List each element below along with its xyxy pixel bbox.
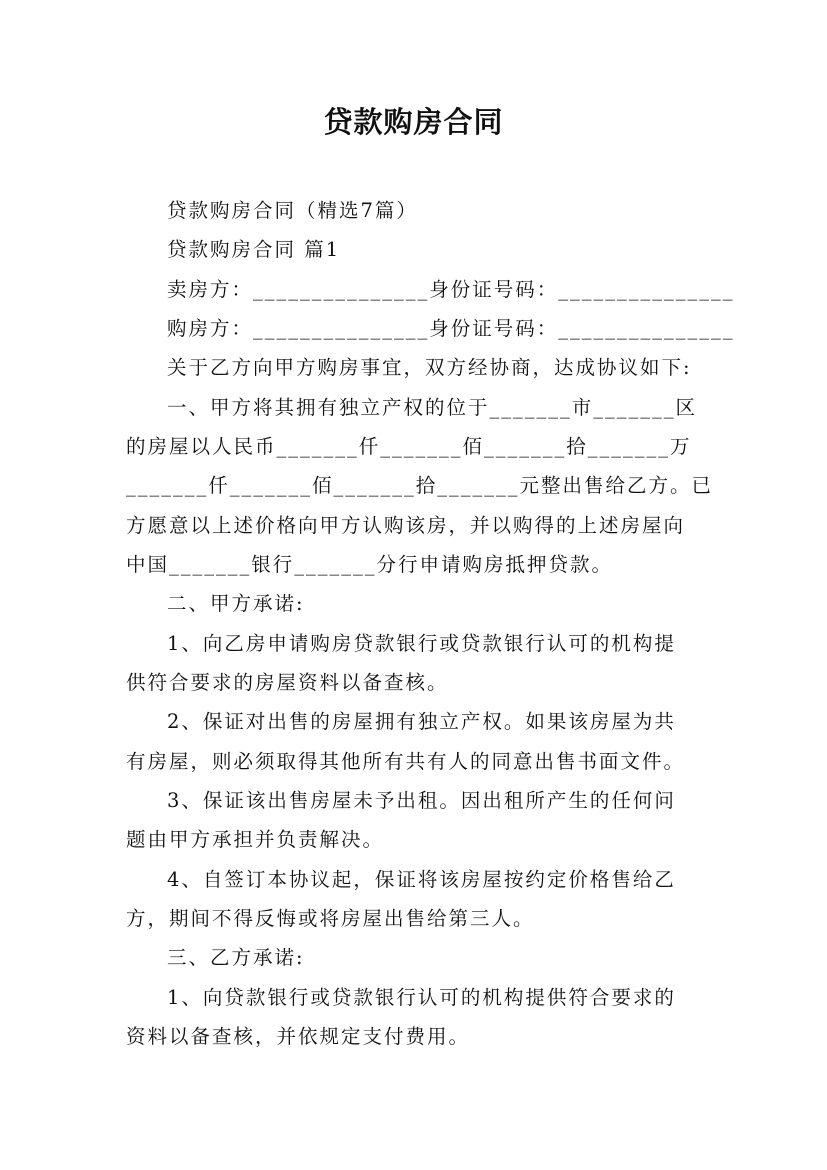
party-a-item-4-line-2: 方，期间不得反悔或将房屋出售给第三人。 [126, 907, 535, 930]
seller-line: 卖房方：_______________身份证号码：_______________ [167, 278, 735, 301]
party-a-item-1-line-1: 1、向乙房申请购房贷款银行或贷款银行认可的机构提 [167, 632, 676, 655]
clause-1-line-4: 方愿意以上述价格向甲方认购该房，并以购得的上述房屋向 [126, 514, 686, 537]
buyer-line: 购房方：_______________身份证号码：_______________ [167, 317, 735, 340]
party-a-item-2-line-2: 有房屋，则必须取得其他所有共有人的同意出售书面文件。 [126, 750, 686, 773]
party-a-item-1-line-2: 供符合要求的房屋资料以备查核。 [126, 671, 449, 694]
agreement-intro: 关于乙方向甲方购房事宜，双方经协商，达成协议如下: [167, 356, 692, 379]
party-b-heading: 三、乙方承诺: [167, 946, 305, 969]
party-a-item-4-line-1: 4、自签订本协议起，保证将该房屋按约定价格售给乙 [167, 868, 676, 891]
document-title: 贷款购房合同 [323, 105, 504, 139]
clause-1-line-5: 中国_______银行_______分行申请购房抵押贷款。 [126, 553, 614, 576]
party-a-item-3-line-1: 3、保证该出售房屋未予出租。因出租所产生的任何问 [167, 789, 676, 812]
party-b-item-1-line-2: 资料以备查核，并依规定支付费用。 [126, 1025, 471, 1048]
party-a-item-3-line-2: 题由甲方承担并负责解决。 [126, 828, 385, 851]
party-a-item-2-line-1: 2、保证对出售的房屋拥有独立产权。如果该房屋为共 [167, 710, 676, 733]
party-b-item-1-line-1: 1、向贷款银行或贷款银行认可的机构提供符合要求的 [167, 986, 676, 1009]
clause-1-line-1: 一、甲方将其拥有独立产权的位于_______市_______区 [167, 396, 698, 419]
subtitle-selected: 贷款购房合同（精选7篇） [167, 199, 418, 222]
clause-1-line-2: 的房屋以人民币_______仟_______佰_______拾_______万 [126, 435, 692, 458]
clause-1-line-3: _______仟_______佰_______拾_______元整出售给乙方。已 [126, 474, 714, 497]
party-a-heading: 二、甲方承诺: [167, 592, 305, 615]
section-heading: 贷款购房合同 篇1 [167, 238, 341, 261]
